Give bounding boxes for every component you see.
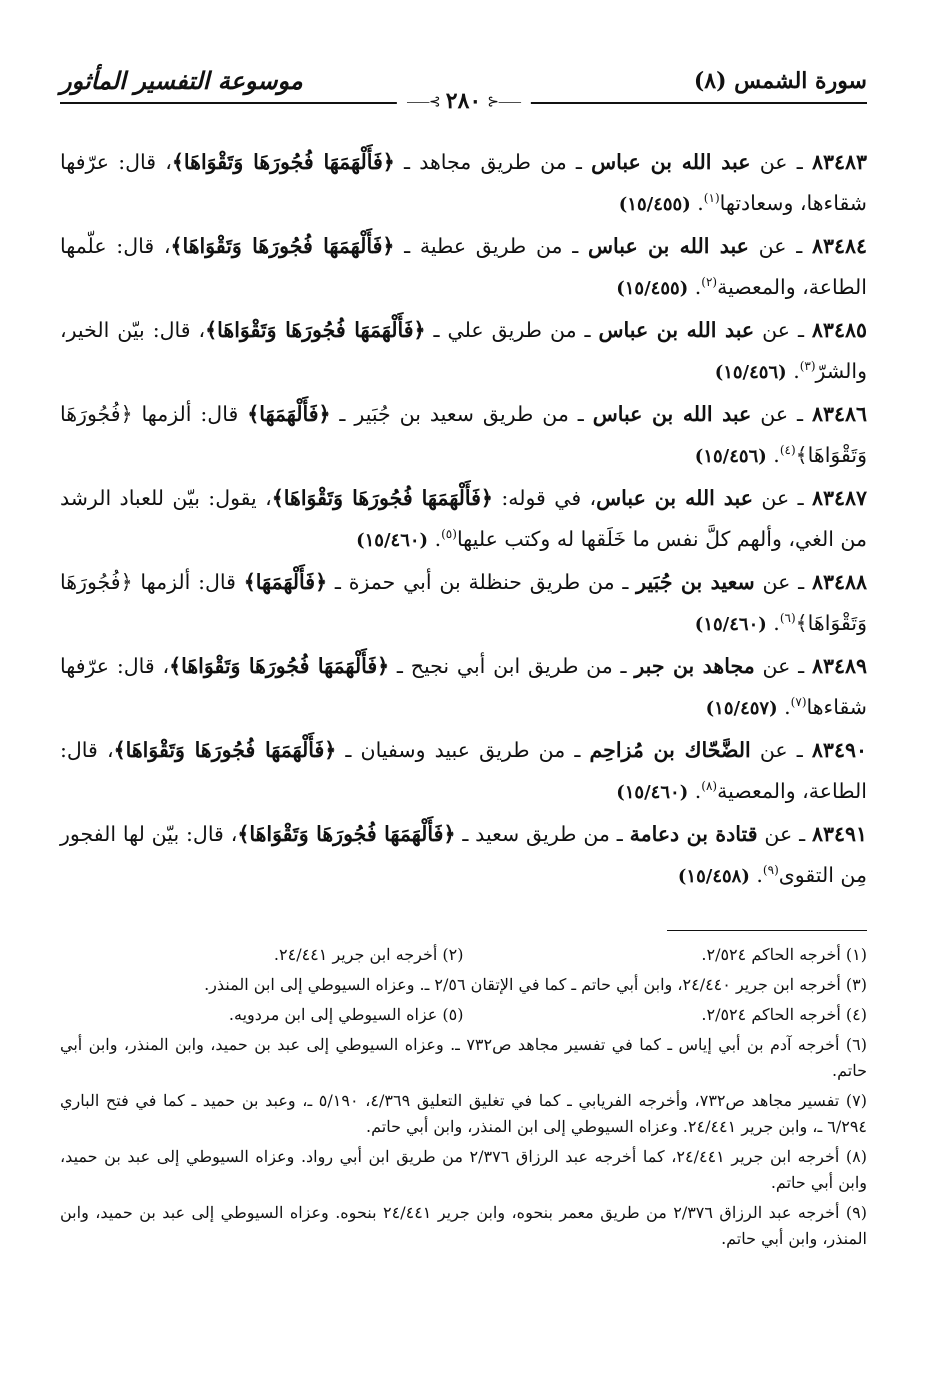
- quran-verse: ﴿فَأَلْهَمَهَا فُجُورَهَا وَتَقْوَاهَا﴾: [170, 234, 395, 258]
- entry-number: ٨٣٤٨٦: [811, 402, 867, 426]
- entry-reference: (١٥/٤٥٦): [694, 446, 767, 467]
- entry-text: ، قال: الطاعة، والمعصية: [60, 738, 867, 803]
- entry: [60, 310, 867, 393]
- entry-text: ، قال: بيّن الخير، والشرّ: [60, 318, 867, 383]
- footnotes: [60, 942, 867, 1256]
- quran-verse: ﴿فَأَلْهَمَهَا فُجُورَهَا وَتَقْوَاهَا﴾: [237, 822, 456, 846]
- footnote-7: (٧) تفسير مجاهد ص٧٣٢، وأخرجه الفريابي ـ كما في تغليق التعليق ٤/٣٦٩، ٥/١٩٠ ـ، وعبد بن حميد ـ كما في فتح الباري ٦/٢٩٤ ـ، وابن جرير ٢٤/٤٤١. وعزاه السيوطي إلى ابن المنذر، وابن أبي حاتم.: [60, 1091, 867, 1136]
- entry-reference: (١٥/٤٦٠): [356, 530, 429, 551]
- entry-number: ٨٣٤٨٥: [811, 318, 867, 342]
- footnote-marker: (٥): [441, 527, 457, 542]
- entry-number: ٨٣٤٩٠: [811, 738, 867, 762]
- entry-end: .: [690, 191, 704, 215]
- book-title: موسوعة التفسير المأثور: [60, 66, 303, 95]
- entry-text: ، قال: بيّن لها الفجور مِن التقوى: [60, 822, 867, 887]
- entry-chain: ـ من طريق علي ـ: [425, 318, 599, 342]
- entry-pre: ـ عن: [750, 150, 812, 174]
- entry: [60, 814, 867, 897]
- entry-end: .: [786, 359, 800, 383]
- footnote-row: [60, 942, 867, 968]
- entry-pre: ـ عن: [754, 654, 812, 678]
- entry-number: ٨٣٤٨٨: [811, 570, 867, 594]
- surah-title: سورة الشمس (٨): [693, 68, 867, 94]
- entry-text: قال: ألزمها ﴿فُجُورَهَا وَتَقْوَاهَا﴾: [60, 570, 867, 635]
- entry-source: عبد الله بن عباس: [587, 234, 749, 258]
- footnote-marker: (٧): [790, 695, 807, 710]
- entry-text: ، قال: علّمها الطاعة، والمعصية: [60, 234, 867, 299]
- entry-text: ، قال: عرّفها شقاءها، وسعادتها: [60, 150, 867, 215]
- entry-pre: ـ عن: [757, 822, 812, 846]
- entry-end: .: [777, 695, 791, 719]
- entry: [60, 478, 867, 561]
- entry-chain: ـ من طريق سعيد ـ: [455, 822, 630, 846]
- footnote-9: (٩) أخرجه عبد الرزاق ٢/٣٧٦ من طريق معمر بنحوه، وابن جرير ٢٤/٤٤١ بنحوه. وعزاه السيوطي إلى عبد بن حميد، وابن المنذر، وابن أبي حاتم.: [60, 1203, 867, 1248]
- entry: [60, 730, 867, 813]
- entry: [60, 226, 867, 309]
- footnote-6: (٦) أخرجه آدم بن أبي إياس ـ كما في تفسير مجاهد ص٧٣٢ ـ. وعزاه السيوطي إلى عبد بن حميد، وابن المنذر، وابن أبي حاتم.: [60, 1035, 868, 1080]
- page-number-block: [396, 88, 530, 114]
- quran-verse: ﴿فَأَلْهَمَهَا فُجُورَهَا وَتَقْوَاهَا﴾: [205, 318, 426, 342]
- footnote-marker: (١): [703, 191, 720, 206]
- footnote-4: (٤) أخرجه الحاكم ٢/٥٢٤.: [701, 1005, 867, 1024]
- quran-verse: ﴿فَأَلْهَمَهَا فُجُورَهَا وَتَقْوَاهَا﴾: [171, 150, 395, 174]
- footnote-marker: (٩): [762, 863, 779, 878]
- footnote-1: (١) أخرجه الحاكم ٢/٥٢٤.: [701, 945, 867, 964]
- footnote-2: (٢) أخرجه ابن جرير ٢٤/٤٤١.: [273, 945, 464, 964]
- entry-source: مجاهد بن جبر: [634, 654, 755, 678]
- quran-verse: ﴿فَأَلْهَمَهَا فُجُورَهَا وَتَقْوَاهَا﴾: [169, 654, 390, 678]
- entry-source: عبد الله بن عباس: [591, 150, 751, 174]
- entry-source: عبد الله بن عباس: [596, 486, 753, 510]
- entry-pre: ـ عن: [754, 570, 812, 594]
- footnote-3: (٣) أخرجه ابن جرير ٢٤/٤٤٠، وابن أبي حاتم ـ كما في الإتقان ٢/٥٦ ـ. وعزاه السيوطي إلى ابن المنذر.: [204, 975, 867, 994]
- entry-source: عبد الله بن عباس: [592, 402, 752, 426]
- entry-number: ٨٣٤٩١: [811, 822, 867, 846]
- entry-reference: (١٥/٤٥٧): [705, 698, 778, 719]
- entry-end: .: [766, 443, 780, 467]
- entry-chain: ـ من طريق عبيد وسفيان ـ: [336, 738, 590, 762]
- page-header: [60, 62, 867, 114]
- footnote-marker: (٦): [779, 611, 796, 626]
- entry-pre: ـ عن: [752, 486, 812, 510]
- entry-chain: ـ من طريق عطية ـ: [394, 234, 588, 258]
- entry-chain: ـ من طريق سعيد بن جُبَير ـ: [330, 402, 593, 426]
- entry-pre: ـ عن: [751, 402, 812, 426]
- entry-reference: (١٥/٤٥٥): [616, 278, 689, 299]
- entry-number: ٨٣٤٨٤: [811, 234, 867, 258]
- entry: [60, 394, 867, 477]
- footnote-5: (٥) عزاه السيوطي إلى ابن مردويه.: [228, 1005, 464, 1024]
- entry-source: عبد الله بن عباس: [598, 318, 755, 342]
- entry-chain: ـ من طريق مجاهد ـ: [394, 150, 592, 174]
- entry-reference: (١٥/٤٦٠): [616, 782, 689, 803]
- ornament-right: ⊱⸺: [487, 94, 521, 110]
- footnote-rule: [667, 930, 867, 931]
- entry-source: سعيد بن جُبَير: [636, 570, 755, 594]
- entry-chain: ، في قوله:: [492, 486, 597, 510]
- entry-reference: (١٥/٤٥٥): [618, 194, 691, 215]
- entry-number: ٨٣٤٨٧: [811, 486, 868, 510]
- entry-end: .: [688, 275, 702, 299]
- entry: [60, 562, 867, 645]
- entry-pre: ـ عن: [750, 738, 812, 762]
- entry-pre: ـ عن: [748, 234, 812, 258]
- entry-number: ٨٣٤٨٣: [811, 150, 868, 174]
- entry-end: .: [428, 527, 442, 551]
- quran-verse: ﴿فَأَلْهَمَهَا﴾: [247, 402, 331, 426]
- quran-verse: ﴿فَأَلْهَمَهَا فُجُورَهَا وَتَقْوَاهَا﴾: [271, 486, 493, 510]
- entry-source: قتادة بن دعامة: [629, 822, 758, 846]
- entry-end: .: [766, 611, 780, 635]
- page-number: ٢٨٠: [445, 88, 482, 114]
- entry-number: ٨٣٤٨٩: [811, 654, 867, 678]
- footnote-marker: (٣): [799, 359, 816, 374]
- entry-source: الضَّحّاك بن مُزاحِم: [589, 738, 751, 762]
- entry-text: ، يقول: بيّن للعباد الرشد من الغي، وألهم كلَّ نفس ما خَلَقها له وكتب عليها: [60, 486, 867, 551]
- entry-end: .: [688, 779, 702, 803]
- entries: [60, 142, 867, 898]
- entry-reference: (١٥/٤٥٨): [677, 866, 750, 887]
- quran-verse: ﴿فَأَلْهَمَهَا فُجُورَهَا وَتَقْوَاهَا﴾: [113, 738, 337, 762]
- entry-end: .: [749, 863, 763, 887]
- ornament-left: ⸺⊰: [406, 94, 440, 110]
- footnote-marker: (٢): [701, 275, 718, 290]
- footnote-marker: (٤): [779, 443, 796, 458]
- footnote-8: (٨) أخرجه ابن جرير ٢٤/٤٤١، كما أخرجه عبد الرزاق ٢/٣٧٦ من طريق ابن أبي رواد. وعزاه السيوطي إلى عبد بن حميد، وابن أبي حاتم.: [60, 1147, 868, 1192]
- quran-verse: ﴿فَأَلْهَمَهَا﴾: [243, 570, 328, 594]
- entry-chain: ـ من طريق حنظلة بن أبي حمزة ـ: [327, 570, 637, 594]
- footnote-marker: (٨): [701, 779, 718, 794]
- footnote-row: [60, 1002, 867, 1028]
- entry: [60, 142, 867, 225]
- entry-text: قال: ألزمها ﴿فُجُورَهَا وَتَقْوَاهَا﴾: [60, 402, 867, 467]
- entry-text: ، قال: عرّفها شقاءها: [60, 654, 867, 719]
- entry-pre: ـ عن: [754, 318, 812, 342]
- entry-reference: (١٥/٤٥٦): [714, 362, 787, 383]
- entry-chain: ـ من طريق ابن أبي نجيح ـ: [389, 654, 635, 678]
- entry: [60, 646, 867, 729]
- entry-reference: (١٥/٤٦٠): [694, 614, 767, 635]
